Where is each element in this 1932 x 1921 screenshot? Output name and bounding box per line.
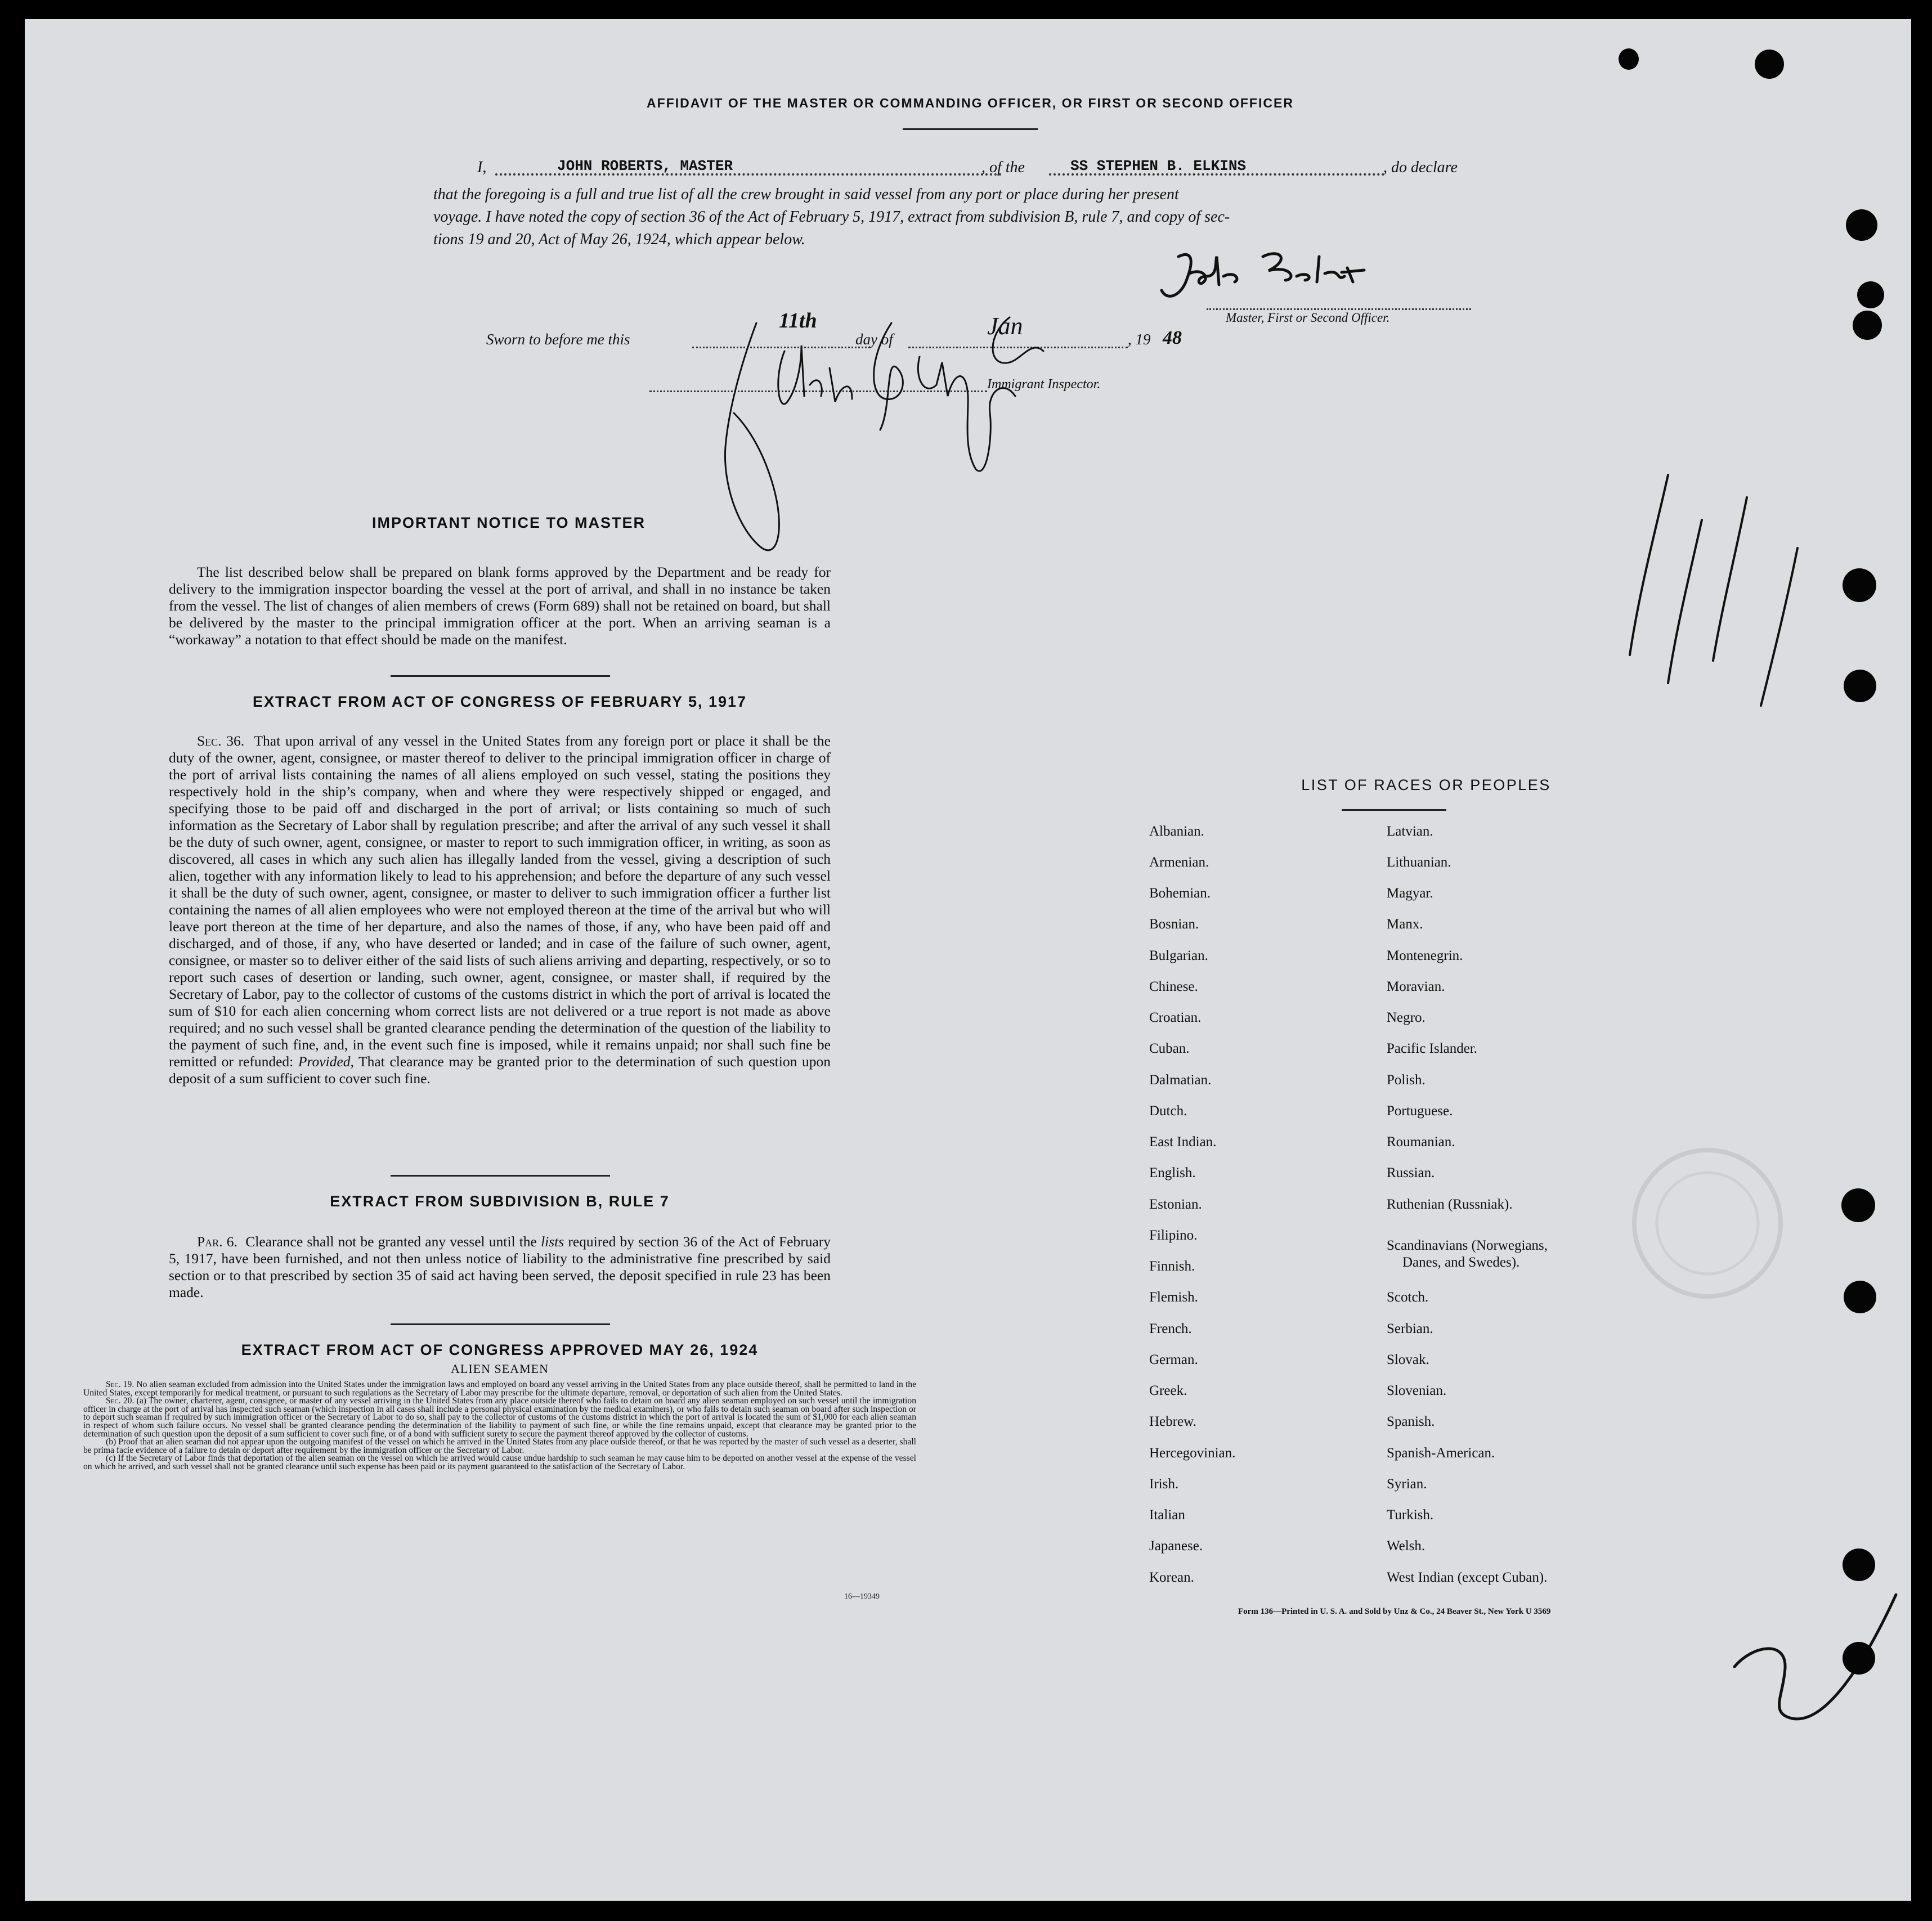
race-left: Greek.	[1149, 1383, 1187, 1398]
par-6-text: Clearance shall not be granted any vessel until the	[245, 1233, 537, 1250]
race-right: Syrian.	[1387, 1476, 1427, 1492]
of-the-label: , of the	[981, 159, 1025, 176]
affidavit-line-4: tions 19 and 20, Act of May 26, 1924, which appear below.	[433, 231, 805, 248]
races-title: LIST OF RACES OR PEOPLES	[1301, 777, 1551, 793]
punch-hole	[1843, 568, 1876, 602]
master-caption: Master, First or Second Officer.	[1226, 311, 1390, 325]
race-right: Roumanian.	[1387, 1134, 1455, 1150]
race-right: Spanish-American.	[1387, 1446, 1495, 1461]
corner-mark	[1719, 1578, 1904, 1747]
race-right: Spanish.	[1387, 1414, 1435, 1429]
race-left: Bohemian.	[1149, 886, 1211, 901]
year-suffix-field: 48	[1163, 327, 1182, 348]
race-right: Montenegrin.	[1387, 948, 1463, 963]
punch-hole	[1853, 311, 1882, 340]
subdivision-text	[169, 1233, 831, 1301]
sworn-day-field: 11th	[779, 309, 817, 333]
sec-36-label: Sec. 36.	[197, 733, 245, 749]
race-right: Lithuanian.	[1387, 855, 1451, 870]
race-left: Dutch.	[1149, 1103, 1187, 1119]
race-left: Japanese.	[1149, 1538, 1203, 1554]
lists-term: lists	[541, 1233, 564, 1250]
race-right: Turkish.	[1387, 1507, 1434, 1523]
race-right: Slovenian.	[1387, 1383, 1447, 1398]
race-right-continuation: Danes, and Swedes).	[1402, 1255, 1520, 1270]
race-right: Magyar.	[1387, 886, 1433, 901]
race-right: West Indian (except Cuban).	[1387, 1570, 1548, 1585]
race-right: Pacific Islander.	[1387, 1041, 1478, 1056]
extract-1917-title: EXTRACT FROM ACT OF CONGRESS OF FEBRUARY 5, 1917	[252, 693, 747, 710]
punch-hole	[1857, 281, 1884, 308]
notice-text	[169, 564, 831, 648]
affidavit-line-3: voyage. I have noted the copy of section 36 of the Act of February 5, 1917, extract from subdivision B, rule 7, and copy of sec-	[433, 208, 1230, 226]
race-left: Filipino.	[1149, 1228, 1198, 1243]
subdivision-title: EXTRACT FROM SUBDIVISION B, RULE 7	[330, 1193, 670, 1210]
tally-marks	[1617, 458, 1803, 717]
affidavit-line-2: that the foregoing is a full and true list of all the crew brought in said vessel from any port or place during her present	[433, 186, 1179, 203]
race-left: Albanian.	[1149, 824, 1204, 839]
sec-36-text-end: That clearance may be granted prior to the determination of such question upon deposit of a sum sufficient to cover such fine.	[169, 1053, 831, 1087]
race-left: Hercegovinian.	[1149, 1446, 1236, 1461]
race-left: Bosnian.	[1149, 917, 1199, 932]
form-code: 16—19349	[844, 1592, 880, 1601]
race-right: Serbian.	[1387, 1321, 1433, 1336]
race-left: Cuban.	[1149, 1041, 1190, 1056]
race-left: Korean.	[1149, 1570, 1194, 1585]
race-left: Italian	[1149, 1507, 1185, 1523]
punch-hole	[1844, 1281, 1876, 1313]
race-left: French.	[1149, 1321, 1192, 1336]
race-right: Latvian.	[1387, 824, 1433, 839]
race-left: Irish.	[1149, 1476, 1179, 1492]
punch-hole	[1755, 50, 1784, 79]
vessel-name-field: SS STEPHEN B. ELKINS	[1070, 158, 1247, 174]
race-right: Manx.	[1387, 917, 1423, 932]
punch-hole	[1844, 670, 1876, 702]
races-rule	[1342, 809, 1446, 811]
extract-1917-text	[169, 733, 831, 1087]
notice-paragraph: The list described below shall be prepared on blank forms approved by the Department and be ready for delivery to the immigration inspector boarding the vessel at the port of arrival, and shall in no instance be taken from the vessel. The list of changes of alien members of crews (Form 689) shall not be retained on board, but shall be delivered by the master to the principal immigration officer at the port. When an arriving seaman is a “workaway” a notation to that effect should be made on the manifest.	[169, 564, 831, 648]
race-right: Portuguese.	[1387, 1103, 1453, 1119]
race-left: German.	[1149, 1352, 1198, 1367]
sec-20b-text: (b) Proof that an alien seaman did not appear upon the outgoing manifest of the vessel on which he arrived in the United States from any place outside thereof, or that he was reported by the master of such vessel as a deserter, shall be prima facie evidence of a failure to detain or deport after requirement by the immigration officer or the Secretary of Labor.	[83, 1437, 916, 1455]
race-right: Welsh.	[1387, 1538, 1426, 1554]
race-left: Flemish.	[1149, 1290, 1198, 1305]
extract-1917-rule	[391, 1175, 610, 1177]
race-right: Ruthenian (Russniak).	[1387, 1197, 1513, 1212]
race-right: Negro.	[1387, 1010, 1426, 1025]
subdivision-rule	[391, 1323, 610, 1325]
race-left: Estonian.	[1149, 1197, 1202, 1212]
sworn-month-field: Jan	[987, 312, 1023, 340]
day-of-label: day of	[855, 331, 893, 348]
form-footer: Form 136—Printed in U. S. A. and Sold by Unz & Co., 24 Beaver St., New York U 3569	[1238, 1607, 1551, 1616]
master-name-field: JOHN ROBERTS, MASTER	[557, 158, 733, 174]
pronoun: I,	[477, 159, 487, 176]
sec-20c-text: (c) If the Secretary of Labor finds that deportation of the alien seaman on the vessel on which he arrived would cause undue hardship to such seaman he may cause him to be deported on another vessel at the expense of the vessel on which he arrived, and such vessel shall not be granted clearance until such expense has been paid or its payment guaranteed to the satisfaction of the Secretary of Labor.	[83, 1453, 916, 1471]
punch-hole	[1843, 1642, 1875, 1675]
sec-20a-text: (a) The owner, charterer, agent, consignee, or master of any vessel arriving in the United States from any place outside thereof who fails to detain on board any alien seaman employed on such vessel until the immigration officer in charge at the port of arrival has inspected such seaman (which inspection in all cases shall include a personal physical examination by the medical examiners), or who fails to detain such seaman on board after such inspection or to deport such seaman if required by such immigration officer or the Secretary of Labor to do so, shall pay to the collector of customs of the customs district in which the port of arrival is located the sum of $1,000 for each alien seaman in respect of whom such failure occurs. No vessel shall be granted clearance pending the determination of the liability to payment of such fine, or while the fine remains unpaid, except that clearance may be granted prior to the determination of such question upon the deposit of a sum sufficient to cover such fine, or of a bond with sufficient surety to secure the payment thereof approved by the collector of customs.	[83, 1396, 916, 1439]
race-left: Armenian.	[1149, 855, 1209, 870]
punch-hole	[1841, 1188, 1875, 1222]
master-signature-line	[1207, 308, 1471, 310]
master-signature	[1156, 245, 1415, 307]
alien-seamen-subtitle: ALIEN SEAMEN	[451, 1362, 549, 1376]
year-prefix: , 19	[1128, 331, 1151, 348]
par-6-text-end: required by section 36 of the Act of February 5, 1917, have been furnished, and not then unless notice of liability to the administrative fine prescribed by said section or to that prescribed by section 35 of said act having been served, the deposit specified in rule 23 has been made.	[169, 1233, 831, 1300]
inspector-caption: Immigrant Inspector.	[987, 377, 1101, 392]
extract-1924-text	[83, 1381, 916, 1471]
race-right: Polish.	[1387, 1072, 1426, 1088]
sec-19-text: No alien seaman excluded from admission into the United States under the immigration laws and employed on board any vessel arriving in the United States from any place outside thereof, shall be permitted to land in the United States, except temporarily for medical treatment, or pursuant to such regulations as the Secretary of Labor may prescribe for the ultimate departure, removal, or deportation of such alien from the United States.	[83, 1380, 916, 1398]
race-left: English.	[1149, 1165, 1196, 1181]
race-left: Croatian.	[1149, 1010, 1202, 1025]
race-left: Chinese.	[1149, 979, 1198, 994]
race-left: Finnish.	[1149, 1259, 1195, 1274]
punch-hole	[1843, 1549, 1875, 1581]
punch-hole	[1846, 209, 1877, 241]
par-6-label: Par. 6.	[197, 1233, 237, 1250]
affidavit-title: AFFIDAVIT OF THE MASTER OR COMMANDING OFFICER, OR FIRST OR SECOND OFFICER	[647, 96, 1294, 110]
notice-rule	[391, 675, 610, 677]
race-right: Slovak.	[1387, 1352, 1429, 1367]
affidavit-title-rule	[903, 128, 1038, 130]
sec-19-label: Sec. 19.	[106, 1380, 135, 1389]
document-sheet	[25, 19, 1911, 1901]
race-right: Russian.	[1387, 1165, 1435, 1181]
race-left: Dalmatian.	[1149, 1072, 1212, 1088]
race-right: Scandinavians (Norwegians,	[1387, 1238, 1548, 1253]
sec-36-text: That upon arrival of any vessel in the United States from any foreign port or place it shall be the duty of the owner, agent, consignee, or master thereof to deliver to the principal immigration officer in charge of the port of arrival lists containing the names of all aliens employed on such vessel, stating the positions they respectively hold in the ship’s company, when and where they were respectively shipped or engaged, and specifying those to be paid off and discharged in the port of arrival; or lists containing so much of such information as the Secretary of Labor shall by regulation prescribe; and after the arrival of any such vessel it shall be the duty of such owner, agent, consignee, or master to report to such immigration officer, in writing, as soon as discovered, all cases in which any such alien has illegally landed from the vessel, giving a description of such alien, together with any information likely to lead to his apprehension; and before the departure of any such vessel it shall be the duty of such owner, agent, consignee, or master to deliver to such immigration officer a further list containing the names of all alien employees who were not employed thereon at the time of the arrival but who will leave port thereon at the time of her departure, and also the names of those, if any, who have been paid off and discharged, and of those, if any, who have deserted or landed; and in case of the failure of such owner, agent, consignee, or master so to deliver either of the said lists of such aliens arriving and departing, respectively, or so to report such cases of desertion or landing, such owner, agent, consignee, or master shall, if required by the Secretary of Labor, pay to the collector of customs of the customs district in which the port of arrival is located the sum of $10 for each alien concerning whom correct lists are not delivered or a true report is not made as above required; and no such vessel shall be granted clearance pending the determination of the question of the liability to the payment of such fine, and, in the event such fine is imposed, while it remains unpaid; nor shall such fine be remitted or refunded:	[169, 733, 831, 1070]
race-left: Hebrew.	[1149, 1414, 1196, 1429]
notice-title: IMPORTANT NOTICE TO MASTER	[372, 514, 646, 531]
punch-hole	[1619, 48, 1639, 70]
sworn-label: Sworn to before me this	[486, 331, 630, 348]
race-left: East Indian.	[1149, 1134, 1217, 1150]
faint-stamp	[1623, 1133, 1792, 1313]
race-right: Scotch.	[1387, 1290, 1429, 1305]
do-declare-label: , do declare	[1383, 159, 1458, 176]
extract-1924-title: EXTRACT FROM ACT OF CONGRESS APPROVED MAY 26, 1924	[241, 1341, 759, 1358]
sec-20-label: Sec. 20.	[106, 1396, 135, 1406]
race-right: Moravian.	[1387, 979, 1445, 994]
provided-term: Provided,	[298, 1053, 354, 1070]
race-left: Bulgarian.	[1149, 948, 1208, 963]
